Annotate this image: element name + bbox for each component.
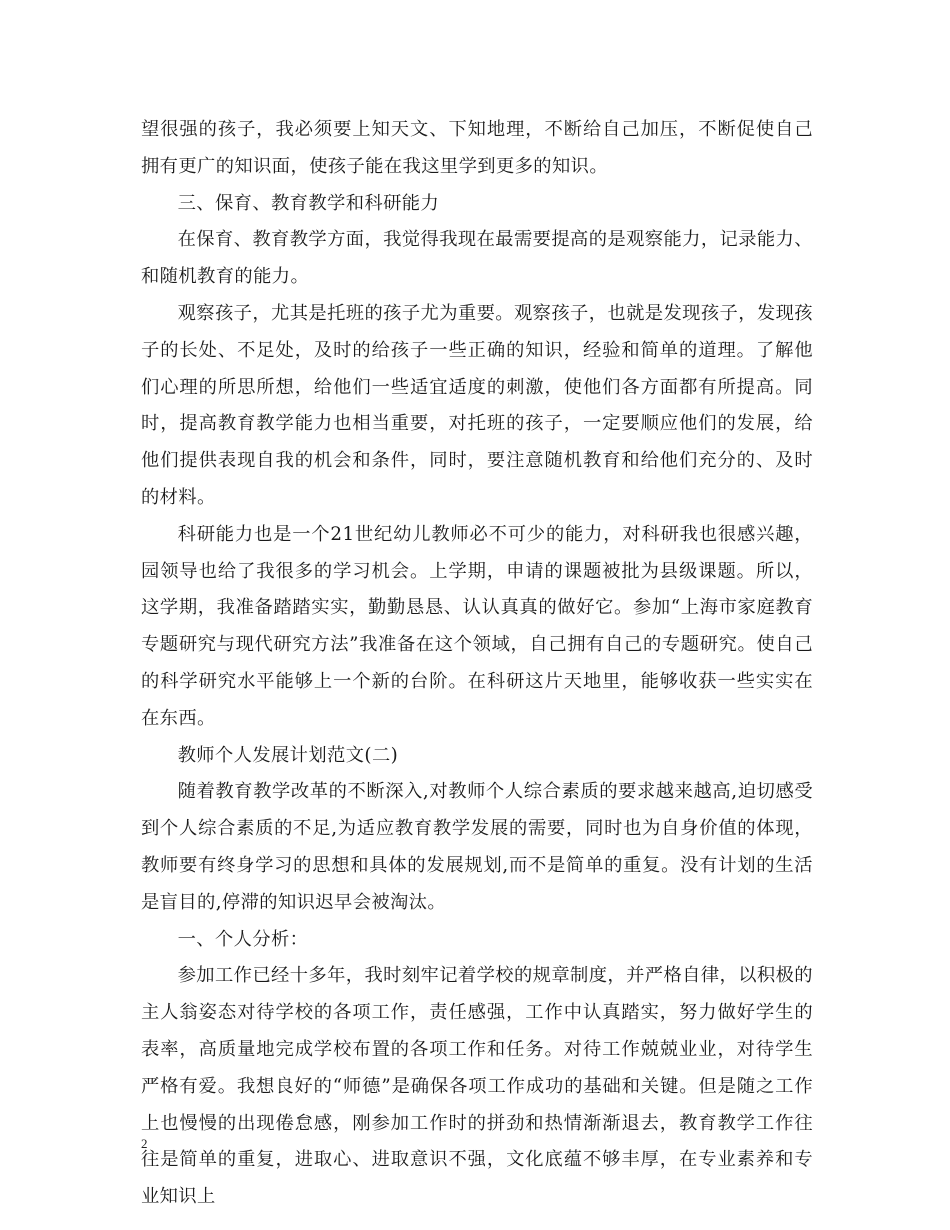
paragraph-4: 科研能力也是一个21世纪幼儿教师必不可少的能力，对科研我也很感兴趣，园领导也给了我很多的学习机会。上学期，申请的课题被批为县级课题。所以，这学期，我准备踏踏实实，勤勤恳恳、认认真真的做好它。参加“上海市家庭教育专题研究与现代研究方法”我准备在这个领域，自己拥有自己的专题研究。使自己的科学研究水平能够上一个新的台阶。在科研这片天地里，能够收获一些实实在在东西。 bbox=[141, 523, 813, 729]
section-heading-3: 三、保育、教育教学和科研能力 bbox=[177, 192, 440, 214]
paragraph-2: 在保育、教育教学方面，我觉得我现在最需要提高的是观察能力，记录能力、和随机教育的能力。 bbox=[141, 229, 813, 288]
section-heading-1: 一、个人分析： bbox=[177, 928, 309, 950]
page-number: 2 bbox=[141, 1136, 148, 1151]
article-title-2: 教师个人发展计划范文(二) bbox=[177, 744, 399, 766]
paragraph-5: 随着教育教学改革的不断深入,对教师个人综合素质的要求越来越高,迫切感受到个人综合素质的不足,为适应教育教学发展的需要，同时也为自身价值的体现，教师要有终身学习的思想和具体的发展规划,而不是简单的重复。没有计划的生活是盲目的,停滞的知识迟早会被淘汰。 bbox=[141, 781, 813, 913]
paragraph-3: 观察孩子，尤其是托班的孩子尤为重要。观察孩子，也就是发现孩子，发现孩子的长处、不足处，及时的给孩子一些正确的知识，经验和简单的道理。了解他们心理的所思所想，给他们一些适宜适度的刺激，使他们各方面都有所提高。同时，提高教育教学能力也相当重要，对托班的孩子，一定要顺应他们的发展，给他们提供表现自我的机会和条件，同时，要注意随机教育和给他们充分的、及时的材料。 bbox=[141, 302, 813, 508]
paragraph-1: 望很强的孩子，我必须要上知天文、下知地理，不断给自己加压，不断促使自己拥有更广的知识面，使孩子能在我这里学到更多的知识。 bbox=[141, 119, 813, 177]
document-body bbox=[141, 112, 813, 1216]
paragraph-6: 参加工作已经十多年，我时刻牢记着学校的规章制度，并严格自律，以积极的主人翁姿态对待学校的各项工作，责任感强，工作中认真踏实，努力做好学生的表率，高质量地完成学校布置的各项工作和任务。对待工作兢兢业业，对待学生严格有爱。我想良好的“师德”是确保各项工作成功的基础和关键。但是随之工作上也慢慢的出现倦怠感，刚参加工作时的拼劲和热情渐渐退去，教育教学工作往往是简单的重复，进取心、进取意识不强，文化底蕴不够丰厚，在专业素养和专业知识上 bbox=[141, 965, 813, 1208]
